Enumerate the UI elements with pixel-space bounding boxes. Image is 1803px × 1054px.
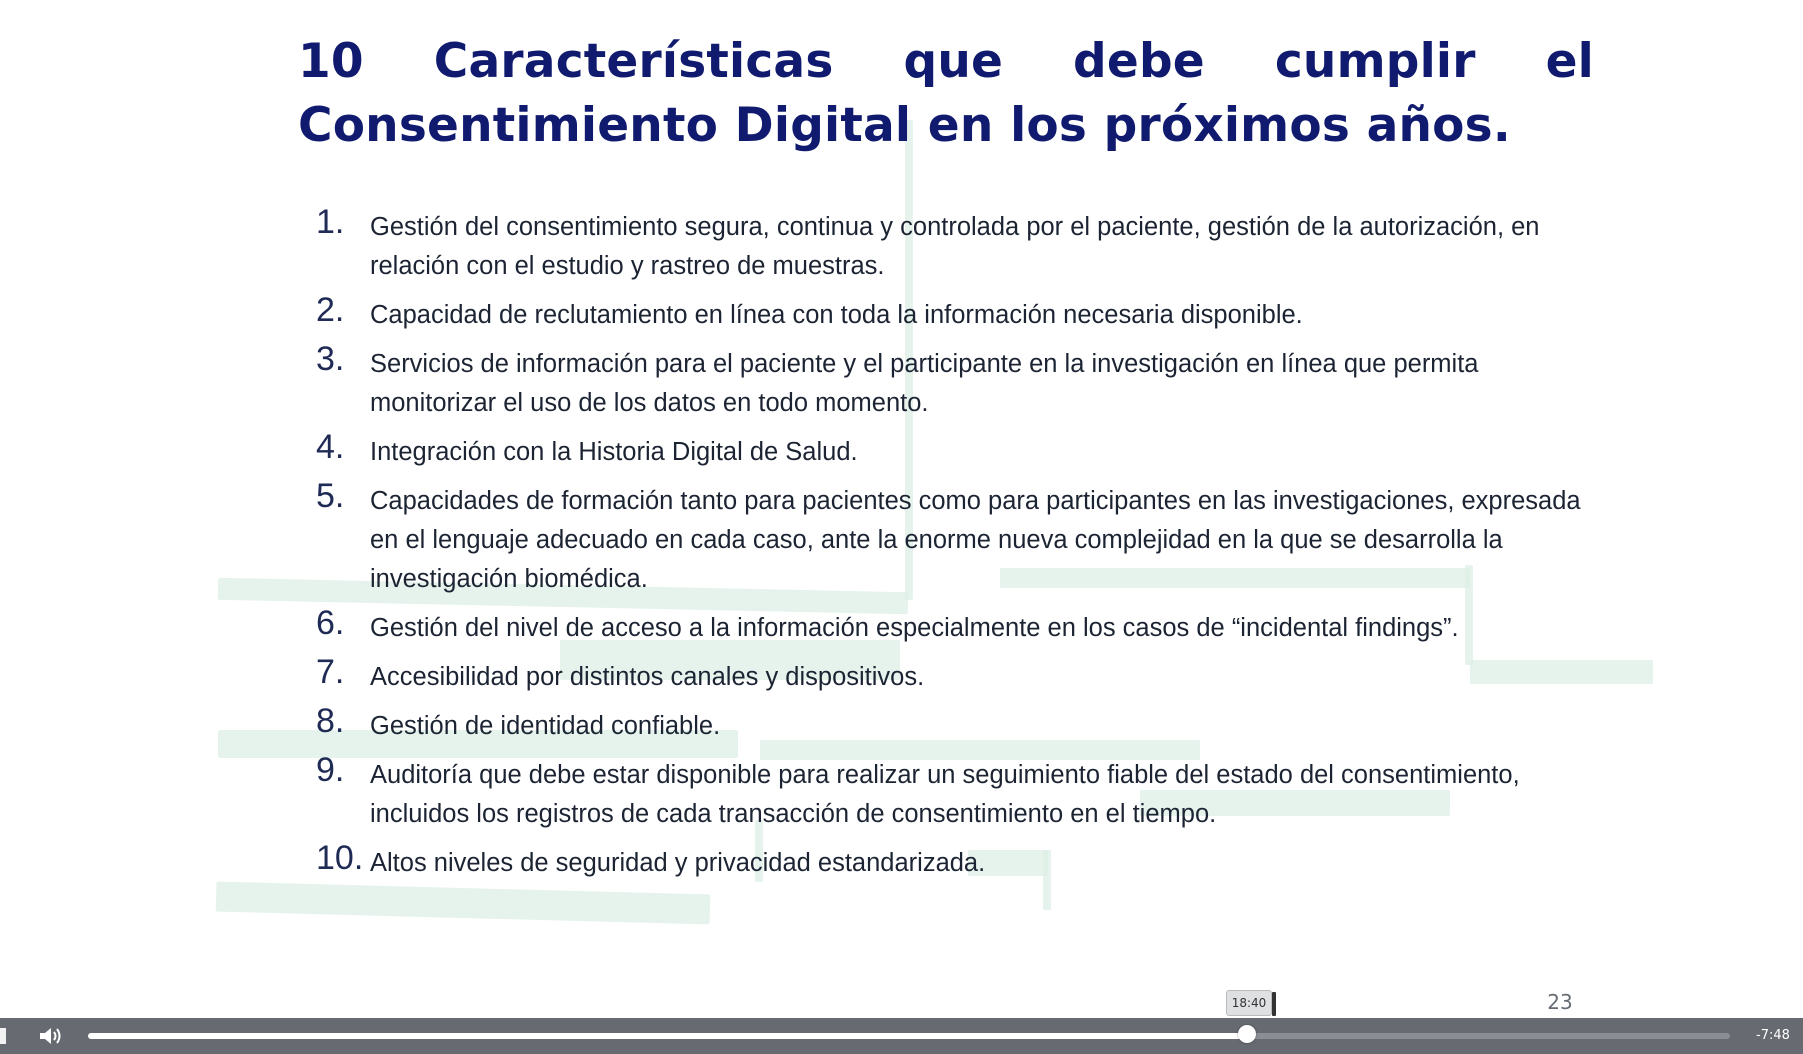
list-item xyxy=(316,292,1606,335)
seek-bar-progress xyxy=(88,1033,1247,1039)
item-text: Gestión del consentimiento segura, continua y controlada por el paciente, gestión de la autorización, en relación con el estudio y rastreo de muestras. xyxy=(370,213,1540,280)
slide-page-number: 23 xyxy=(1547,990,1573,1014)
item-text: Servicios de información para el paciente y el participante en la investigación en línea que permita monitorizar el uso de los datos en todo momento. xyxy=(370,350,1479,417)
item-number: 1. xyxy=(316,203,345,241)
list-item xyxy=(316,341,1606,423)
item-text: Accesibilidad por distintos canales y dispositivos. xyxy=(370,663,925,691)
item-number: 9. xyxy=(316,751,345,789)
list-item xyxy=(316,605,1606,648)
remaining-time: -7:48 xyxy=(1756,1028,1790,1043)
item-text: Auditoría que debe estar disponible para realizar un seguimiento fiable del estado del consentimiento, incluidos los registros de cada transacción de consentimiento en el tiempo. xyxy=(370,761,1520,828)
play-indicator[interactable] xyxy=(0,1028,6,1044)
list-item xyxy=(316,204,1606,286)
item-number: 4. xyxy=(316,428,345,466)
tooltip-marker xyxy=(1272,992,1276,1016)
characteristics-list xyxy=(316,204,1606,889)
item-text: Capacidad de reclutamiento en línea con toda la información necesaria disponible. xyxy=(370,301,1303,329)
item-number: 5. xyxy=(316,477,345,515)
video-control-bar xyxy=(0,1018,1803,1054)
list-item xyxy=(316,429,1606,472)
item-text: Altos niveles de seguridad y privacidad estandarizada. xyxy=(370,849,986,877)
volume-button[interactable] xyxy=(36,1024,66,1048)
list-item xyxy=(316,478,1606,599)
volume-icon xyxy=(36,1024,66,1048)
list-item xyxy=(316,752,1606,834)
item-text: Integración con la Historia Digital de Salud. xyxy=(370,438,858,466)
item-text: Capacidades de formación tanto para pacientes como para participantes en las investigaciones, expresada en el lenguaje adecuado en cada caso, ante la enorme nueva complejidad en la que se desarrolla la investigación biomédica. xyxy=(370,487,1581,593)
item-number: 10. xyxy=(316,839,364,877)
item-number: 3. xyxy=(316,340,345,378)
item-number: 8. xyxy=(316,702,345,740)
list-item xyxy=(316,654,1606,697)
seek-bar[interactable] xyxy=(88,1033,1730,1039)
item-text: Gestión de identidad confiable. xyxy=(370,712,721,740)
item-text: Gestión del nivel de acceso a la información especialmente en los casos de “incidental findings”. xyxy=(370,614,1459,642)
list-item xyxy=(316,840,1606,883)
seek-time-tooltip: 18:40 xyxy=(1226,990,1272,1016)
item-number: 6. xyxy=(316,604,345,642)
item-number: 7. xyxy=(316,653,345,691)
slide-title: 10 Características que debe cumplir el Consentimiento Digital en los próximos años. xyxy=(298,34,1594,153)
seek-handle[interactable] xyxy=(1238,1025,1256,1043)
list-item xyxy=(316,703,1606,746)
item-number: 2. xyxy=(316,291,345,329)
